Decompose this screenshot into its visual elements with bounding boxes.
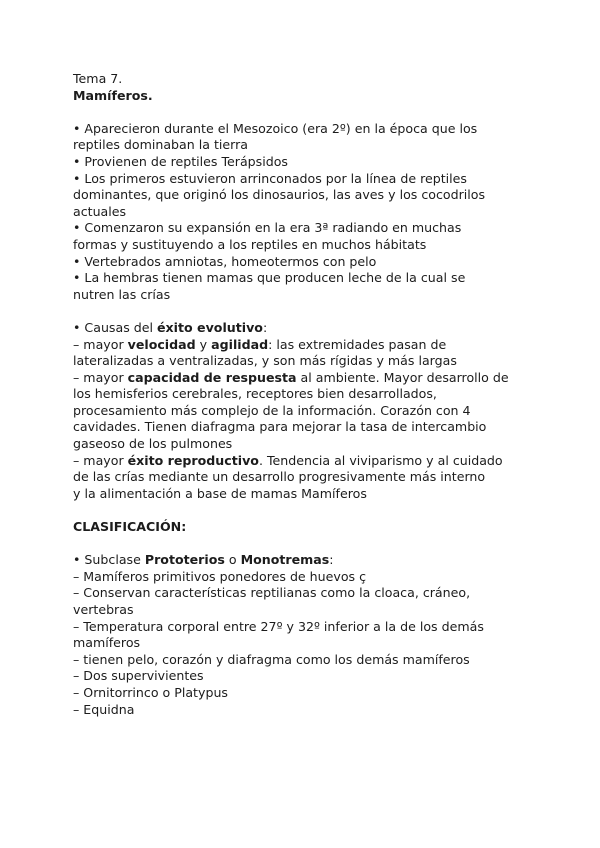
text-run: : xyxy=(329,552,334,568)
bold-term: éxito reproductivo xyxy=(127,452,259,468)
list-item xyxy=(73,585,533,618)
bold-term: éxito evolutivo xyxy=(157,319,263,335)
list-item xyxy=(73,270,533,303)
spacer xyxy=(73,104,533,121)
list-item-text: – Conservan características reptilianas como la cloaca, cráneo, xyxy=(73,585,471,601)
spacer xyxy=(73,502,533,519)
list-item xyxy=(73,652,533,669)
list-item-text: vertebras xyxy=(73,602,134,617)
cause-item-speed xyxy=(73,337,533,370)
list-item xyxy=(73,220,533,253)
cause-line xyxy=(73,337,533,354)
list-item xyxy=(73,668,533,685)
cause-line: gaseoso de los pulmones xyxy=(73,436,233,452)
cause-line: los hemisferios cerebrales, receptores bien desarrollados, xyxy=(73,386,437,402)
cause-item-response xyxy=(73,370,533,453)
cause-line xyxy=(73,453,533,470)
list-item-text: formas y sustituyendo a los reptiles en muchos hábitats xyxy=(73,236,427,252)
list-item-text: • Provienen de reptiles Terápsidos xyxy=(73,153,288,169)
list-item-text: • Los primeros estuvieron arrinconados por la línea de reptiles xyxy=(73,170,467,186)
text-run: • Subclase xyxy=(73,552,145,568)
text-run: o xyxy=(224,552,241,568)
classification-section xyxy=(73,552,533,718)
cause-line: cavidades. Tienen diafragma para mejorar la tasa de intercambio xyxy=(73,419,487,435)
causes-section xyxy=(73,320,533,503)
cause-line: lateralizadas a ventralizadas, y son más rígidas y más largas xyxy=(73,353,457,369)
list-item-text: – Ornitorrinco o Platypus xyxy=(73,684,228,700)
text-run: : xyxy=(262,319,268,335)
list-item-text: dominantes, que originó los dinosaurios, las aves y los cocodrilos xyxy=(73,187,486,203)
classification-heading xyxy=(73,519,533,536)
text-run: – mayor xyxy=(73,452,128,468)
list-item-text: – Mamíferos primitivos ponedores de huevos ç xyxy=(73,568,367,584)
list-item-text: actuales xyxy=(73,203,127,219)
list-item xyxy=(73,619,533,652)
text-run: – mayor xyxy=(73,336,128,352)
list-item-text: • Comenzaron su expansión en la era 3ª radiando en muchas xyxy=(73,220,462,236)
list-item-text: • La hembras tienen mamas que producen leche de la cual se xyxy=(73,270,466,286)
list-item-text: • Aparecieron durante el Mesozoico (era 2º) en la época que los xyxy=(73,120,478,136)
text-run: : las extremidades pasan de xyxy=(268,336,447,352)
list-item-text: – Dos supervivientes xyxy=(73,668,204,684)
bold-term: agilidad xyxy=(211,336,269,352)
text-run: . Tendencia al viviparismo y al cuidado xyxy=(258,452,503,468)
bold-term: Prototerios xyxy=(144,552,225,568)
cause-line: de las crías mediante un desarrollo progresivamente más interno xyxy=(73,469,486,485)
list-item xyxy=(73,685,533,702)
bold-term: Monotremas xyxy=(240,552,330,568)
spacer xyxy=(73,536,533,553)
spacer xyxy=(73,303,533,320)
list-item-text: • Vertebrados amniotas, homeotermos con pelo xyxy=(73,253,377,269)
bold-term: velocidad xyxy=(127,336,196,352)
list-item xyxy=(73,702,533,719)
list-item xyxy=(73,254,533,271)
text-run: al ambiente. Mayor desarrollo de xyxy=(296,369,509,385)
list-item-text: – Temperatura corporal entre 27º y 32º inferior a la de los demás xyxy=(73,618,484,634)
page-title xyxy=(73,88,533,105)
bold-term: capacidad de respuesta xyxy=(127,369,297,385)
list-item xyxy=(73,569,533,586)
list-item xyxy=(73,154,533,171)
causes-intro xyxy=(73,320,533,337)
list-item-text: – Equidna xyxy=(73,701,135,717)
cause-line: y la alimentación a base de mamas Mamíferos xyxy=(73,485,367,501)
topic-label: Tema 7. xyxy=(73,71,123,86)
heading-text: CLASIFICACIÓN: xyxy=(73,519,187,535)
document-page xyxy=(73,71,533,718)
subclass-intro xyxy=(73,552,533,569)
cause-line xyxy=(73,370,533,387)
text-run: – mayor xyxy=(73,369,128,385)
list-item-text: nutren las crías xyxy=(73,286,171,302)
text-run: y xyxy=(195,336,212,352)
cause-item-reproduction xyxy=(73,453,533,503)
list-item-text: mamíferos xyxy=(73,635,141,651)
title-text: Mamíferos. xyxy=(73,87,153,103)
cause-line: procesamiento más complejo de la información. Corazón con 4 xyxy=(73,402,471,418)
list-item-text: reptiles dominaban la tierra xyxy=(73,137,249,153)
list-item-text: – tienen pelo, corazón y diafragma como los demás mamíferos xyxy=(73,651,470,667)
list-item xyxy=(73,121,533,154)
text-run: • Causas del xyxy=(73,319,158,335)
list-item xyxy=(73,171,533,221)
intro-list xyxy=(73,121,533,304)
